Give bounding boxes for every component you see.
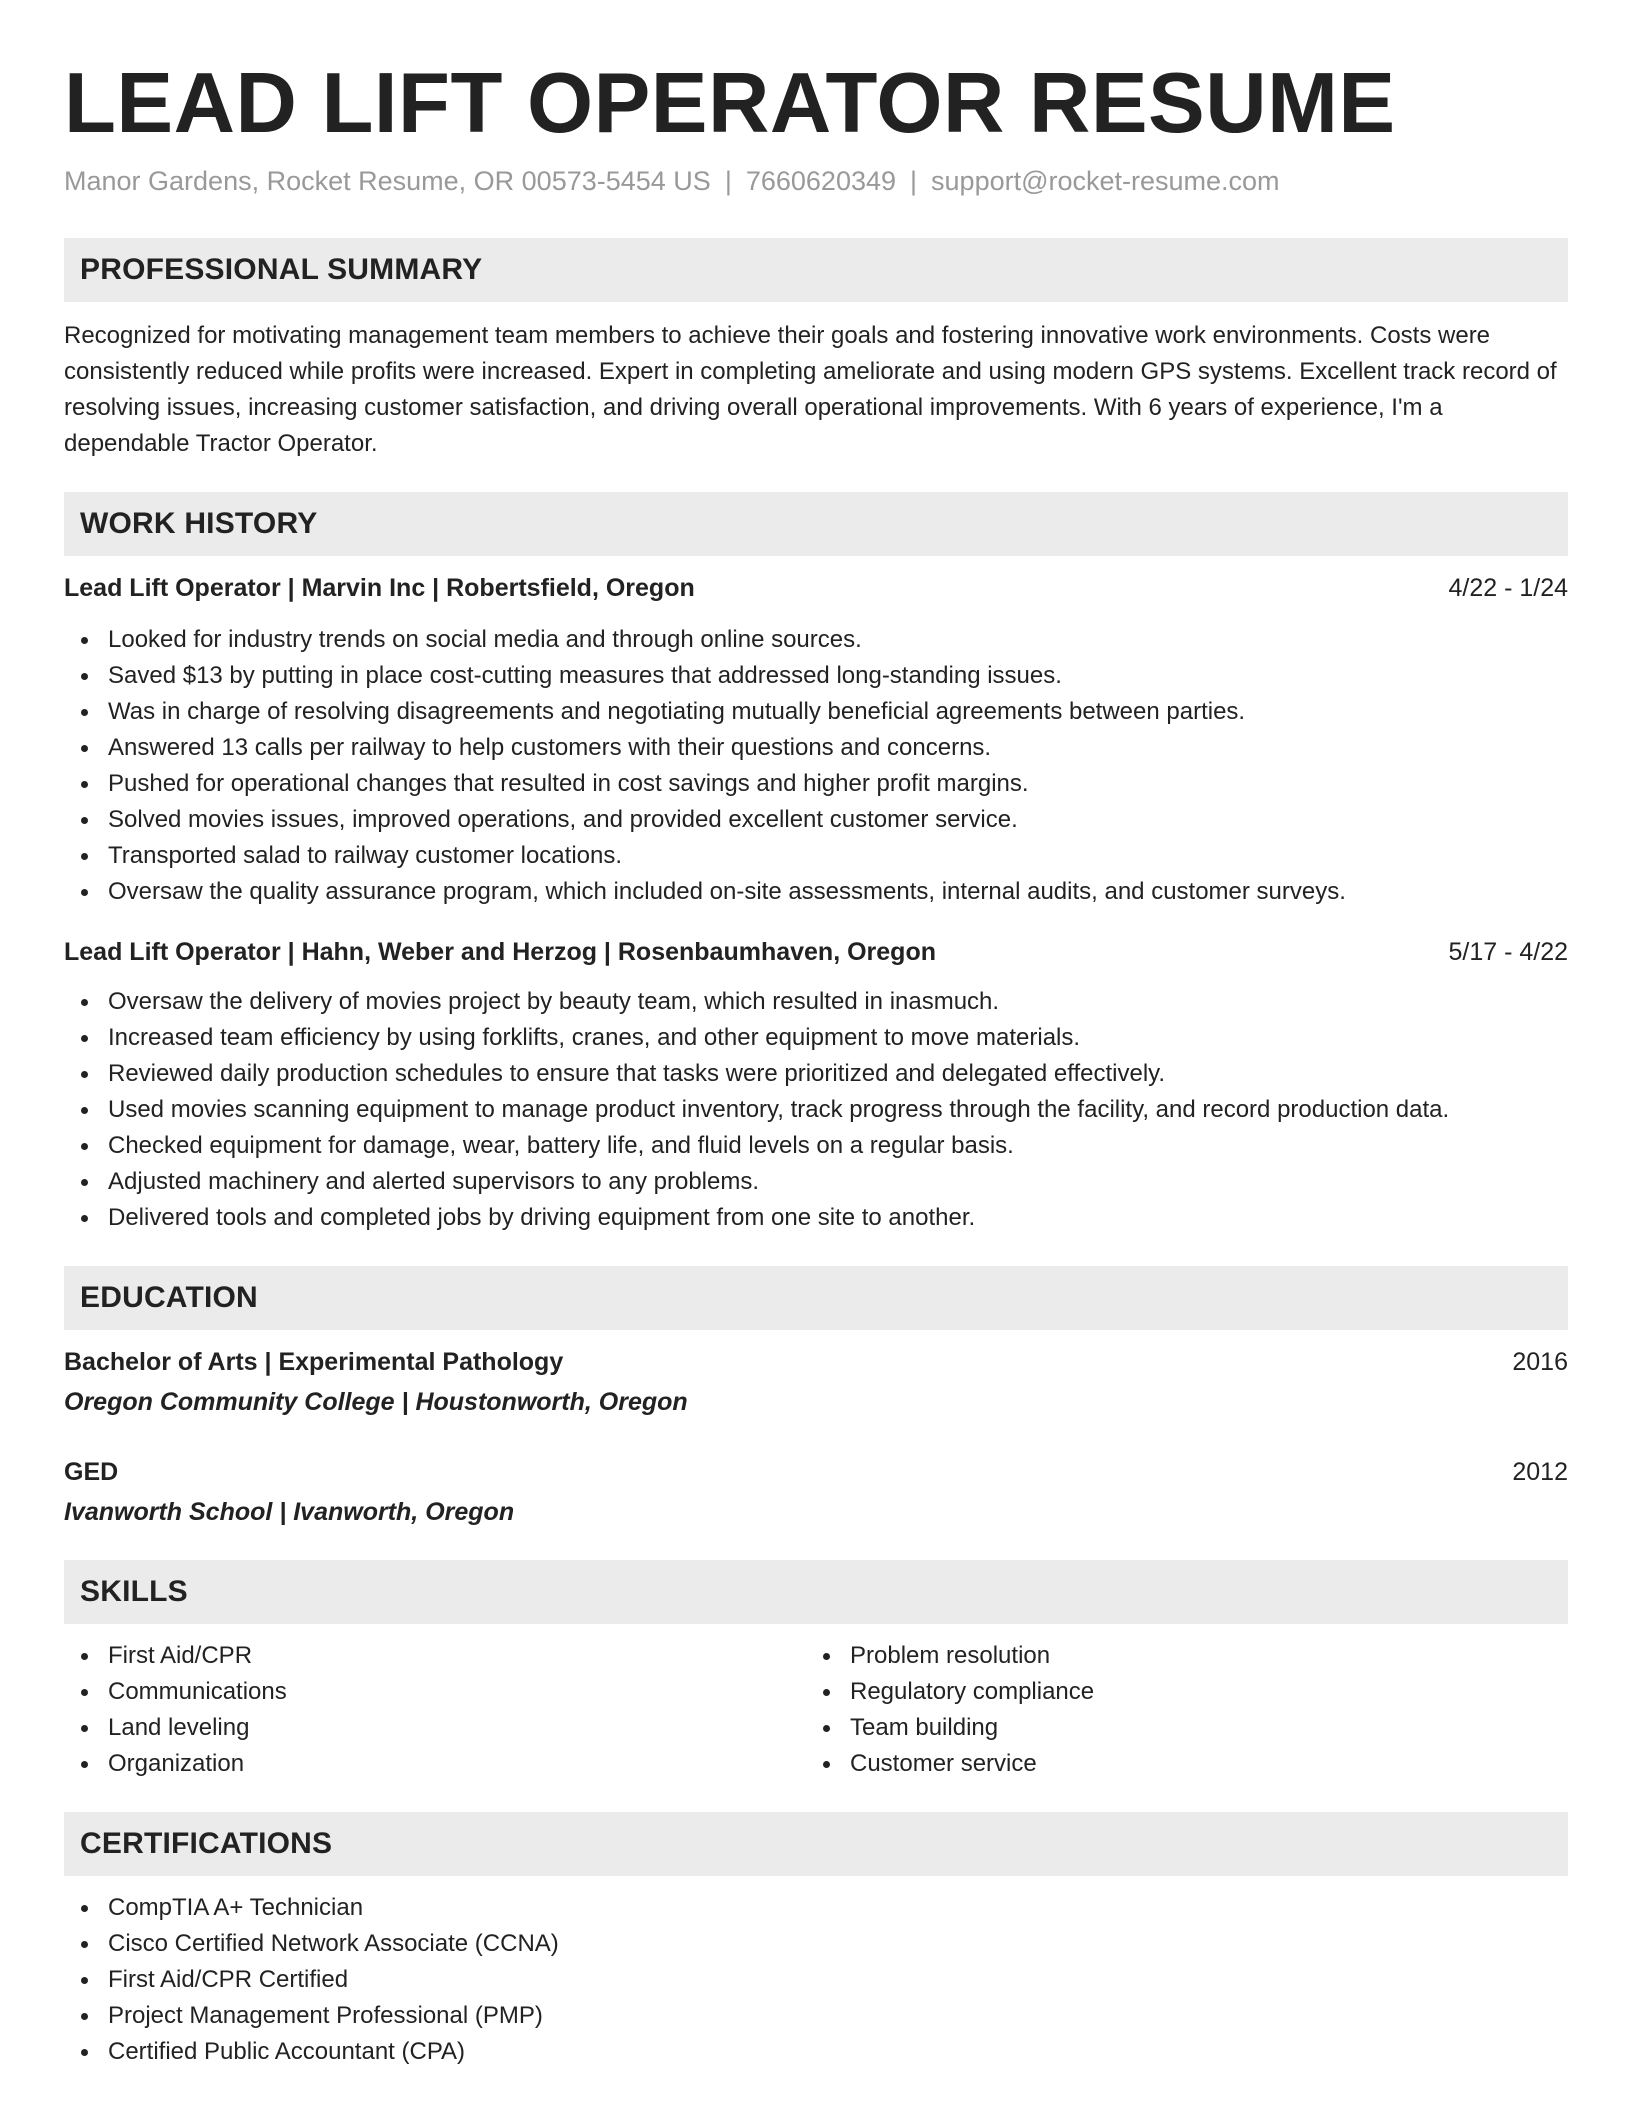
section-header-certifications: CERTIFICATIONS	[64, 1812, 1568, 1876]
education-school: Ivanworth School | Ivanworth, Oregon	[64, 1498, 515, 1526]
education-degree: Bachelor of Arts | Experimental Pathology	[64, 1348, 564, 1376]
certifications-list	[64, 1890, 1568, 2070]
job-bullet: Answered 13 calls per railway to help customers with their questions and concerns.	[64, 730, 1568, 766]
job-bullet: Transported salad to railway customer locations.	[64, 838, 1568, 874]
job-entry	[64, 934, 1568, 1236]
education-year: 2012	[1512, 1458, 1568, 1486]
job-dates: 4/22 - 1/24	[1448, 574, 1568, 602]
education-header	[64, 1344, 1568, 1380]
contact-separator: |	[910, 166, 918, 196]
job-bullet-list	[64, 622, 1568, 910]
certification-item: Project Management Professional (PMP)	[64, 1998, 1568, 2034]
job-bullet: Oversaw the quality assurance program, which included on-site assessments, internal audits, and customer surveys.	[64, 874, 1568, 910]
job-bullet: Used movies scanning equipment to manage product inventory, track progress through the facility, and record production data.	[64, 1092, 1568, 1128]
certification-item: First Aid/CPR Certified	[64, 1962, 1568, 1998]
job-bullet-list	[64, 984, 1568, 1236]
skills-list-left	[64, 1638, 806, 1782]
section-header-summary: PROFESSIONAL SUMMARY	[64, 238, 1568, 302]
contact-separator: |	[724, 166, 732, 196]
job-bullet: Checked equipment for damage, wear, battery life, and fluid levels on a regular basis.	[64, 1128, 1568, 1164]
job-title: Lead Lift Operator | Marvin Inc | Robertsfield, Oregon	[64, 574, 695, 602]
certification-item: Certified Public Accountant (CPA)	[64, 2034, 1568, 2070]
job-bullet: Adjusted machinery and alerted supervisors to any problems.	[64, 1164, 1568, 1200]
job-title: Lead Lift Operator | Hahn, Weber and Herzog | Rosenbaumhaven, Oregon	[64, 938, 936, 966]
contact-email: support@rocket-resume.com	[931, 166, 1280, 196]
skills-grid	[64, 1638, 1568, 1782]
section-header-skills: SKILLS	[64, 1560, 1568, 1624]
education-entry	[64, 1344, 1568, 1420]
skill-item: Problem resolution	[806, 1638, 1548, 1674]
skills-list-right	[806, 1638, 1548, 1782]
certification-item: Cisco Certified Network Associate (CCNA)	[64, 1926, 1568, 1962]
skill-item: Communications	[64, 1674, 806, 1710]
education-entry	[64, 1454, 1568, 1530]
section-header-work-history: WORK HISTORY	[64, 492, 1568, 556]
job-bullet: Increased team efficiency by using forklifts, cranes, and other equipment to move materials.	[64, 1020, 1568, 1056]
skill-item: Customer service	[806, 1746, 1548, 1782]
job-entry	[64, 570, 1568, 910]
contact-phone: 7660620349	[745, 166, 897, 196]
job-bullet: Oversaw the delivery of movies project by beauty team, which resulted in inasmuch.	[64, 984, 1568, 1020]
education-year: 2016	[1512, 1348, 1568, 1376]
job-bullet: Pushed for operational changes that resulted in cost savings and higher profit margins.	[64, 766, 1568, 802]
resume-page	[64, 0, 1568, 2070]
job-bullet: Looked for industry trends on social media and through online sources.	[64, 622, 1568, 658]
education-header	[64, 1454, 1568, 1490]
job-bullet: Delivered tools and completed jobs by driving equipment from one site to another.	[64, 1200, 1568, 1236]
job-bullet: Solved movies issues, improved operations, and provided excellent customer service.	[64, 802, 1568, 838]
skill-item: Organization	[64, 1746, 806, 1782]
education-degree: GED	[64, 1458, 119, 1486]
job-bullet: Saved $13 by putting in place cost-cutting measures that addressed long-standing issues.	[64, 658, 1568, 694]
skill-item: Land leveling	[64, 1710, 806, 1746]
skill-item: Regulatory compliance	[806, 1674, 1548, 1710]
job-bullet: Was in charge of resolving disagreements and negotiating mutually beneficial agreements between parties.	[64, 694, 1568, 730]
education-school: Oregon Community College | Houstonworth, Oregon	[64, 1388, 688, 1416]
skill-item: Team building	[806, 1710, 1548, 1746]
contact-line	[64, 164, 1568, 198]
job-header	[64, 570, 1568, 606]
job-header	[64, 934, 1568, 970]
certification-item: CompTIA A+ Technician	[64, 1890, 1568, 1926]
skill-item: First Aid/CPR	[64, 1638, 806, 1674]
resume-title: LEAD LIFT OPERATOR RESUME	[64, 56, 1396, 151]
contact-address: Manor Gardens, Rocket Resume, OR 00573-5454 US	[64, 166, 711, 196]
section-header-education: EDUCATION	[64, 1266, 1568, 1330]
summary-text: Recognized for motivating management team members to achieve their goals and fostering innovative work environments. Costs were consistently reduced while profits were increased. Expert in completing ameliorate and using modern GPS systems. Excellent track record of resolving issues, increasing customer satisfaction, and driving overall operational improvements. With 6 years of experience, I'm a dependable Tractor Operator.	[64, 322, 1557, 457]
job-bullet: Reviewed daily production schedules to ensure that tasks were prioritized and delegated effectively.	[64, 1056, 1568, 1092]
job-dates: 5/17 - 4/22	[1448, 938, 1568, 966]
